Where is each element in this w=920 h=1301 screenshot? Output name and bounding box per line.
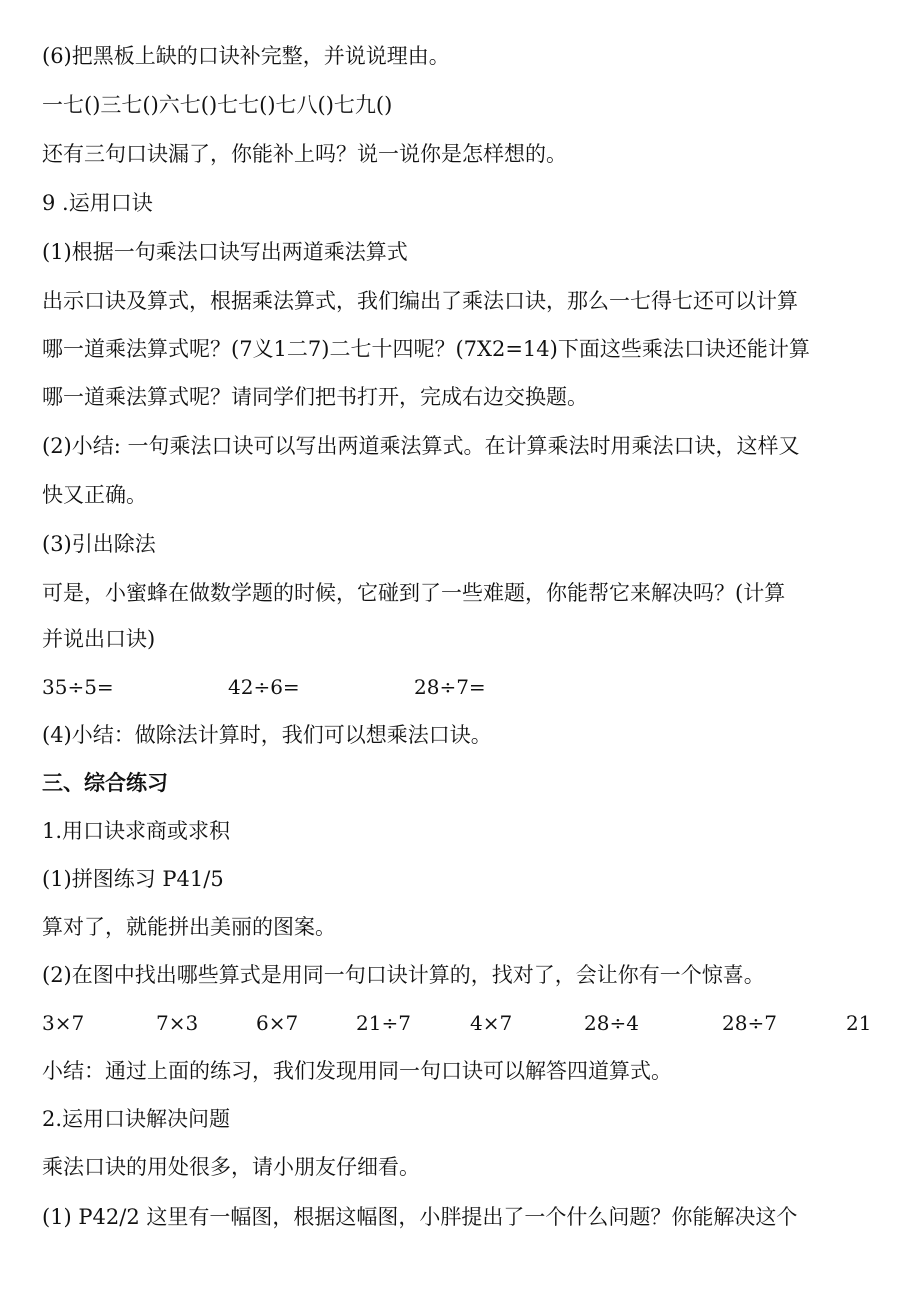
text-line: 并说出口诀) [42, 627, 156, 651]
math-expression: 28÷7 [722, 1011, 777, 1035]
math-expression: 3×7 [42, 1011, 85, 1035]
text-line: 可是，小蜜蜂在做数学题的时候，它碰到了一些难题，你能帮它来解决吗？(计算 [42, 581, 786, 605]
text-line: (3)引出除法 [42, 532, 156, 556]
division-expression: 28÷7= [414, 675, 486, 699]
text-line: 小结：通过上面的练习，我们发现用同一句口诀可以解答四道算式。 [42, 1059, 672, 1083]
text-line: 2.运用口诀解决问题 [42, 1107, 231, 1131]
math-expression: 21÷7 [356, 1011, 411, 1035]
math-expression: 28÷4 [584, 1011, 639, 1035]
text-line: (1)根据一句乘法口诀写出两道乘法算式 [42, 240, 408, 264]
text-line: 哪一道乘法算式呢？请同学们把书打开，完成右边交换题。 [42, 385, 588, 409]
math-expression: 6×7 [256, 1011, 299, 1035]
text-line: 出示口诀及算式，根据乘法算式，我们编出了乘法口诀，那么一七得七还可以计算 [42, 289, 798, 313]
section-heading: 三、综合练习 [42, 771, 168, 795]
math-expression: 21 [846, 1011, 872, 1035]
text-line: 一七()三七()六七()七七()七八()七九() [42, 93, 393, 117]
text-line: 1.用口诀求商或求积 [42, 819, 231, 843]
text-line: (6)把黑板上缺的口诀补完整，并说说理由。 [42, 44, 450, 68]
text-line: 还有三句口诀漏了，你能补上吗？说一说你是怎样想的。 [42, 142, 567, 166]
text-line: (2)在图中找出哪些算式是用同一句口诀计算的，找对了，会让你有一个惊喜。 [42, 963, 765, 987]
text-line: (2)小结: 一句乘法口诀可以写出两道乘法算式。在计算乘法时用乘法口诀，这样又 [42, 434, 800, 458]
division-expression: 35÷5= [42, 675, 114, 699]
text-line: (1) P42/2 这里有一幅图，根据这幅图，小胖提出了一个什么问题？你能解决这个 [42, 1205, 798, 1229]
text-line: 算对了，就能拼出美丽的图案。 [42, 915, 336, 939]
text-line: 乘法口诀的用处很多，请小朋友仔细看。 [42, 1155, 420, 1179]
text-line: 快又正确。 [42, 483, 147, 507]
math-expression: 7×3 [156, 1011, 199, 1035]
division-expression: 42÷6= [228, 675, 300, 699]
math-expression: 4×7 [470, 1011, 513, 1035]
text-line: (1)拼图练习 P41/5 [42, 867, 224, 891]
text-line: (4)小结：做除法计算时，我们可以想乘法口诀。 [42, 723, 492, 747]
text-line: 9 .运用口诀 [42, 191, 153, 215]
text-line: 哪一道乘法算式呢？(7义1二7)二七十四呢？(7X2=14)下面这些乘法口诀还能计算 [42, 337, 810, 361]
